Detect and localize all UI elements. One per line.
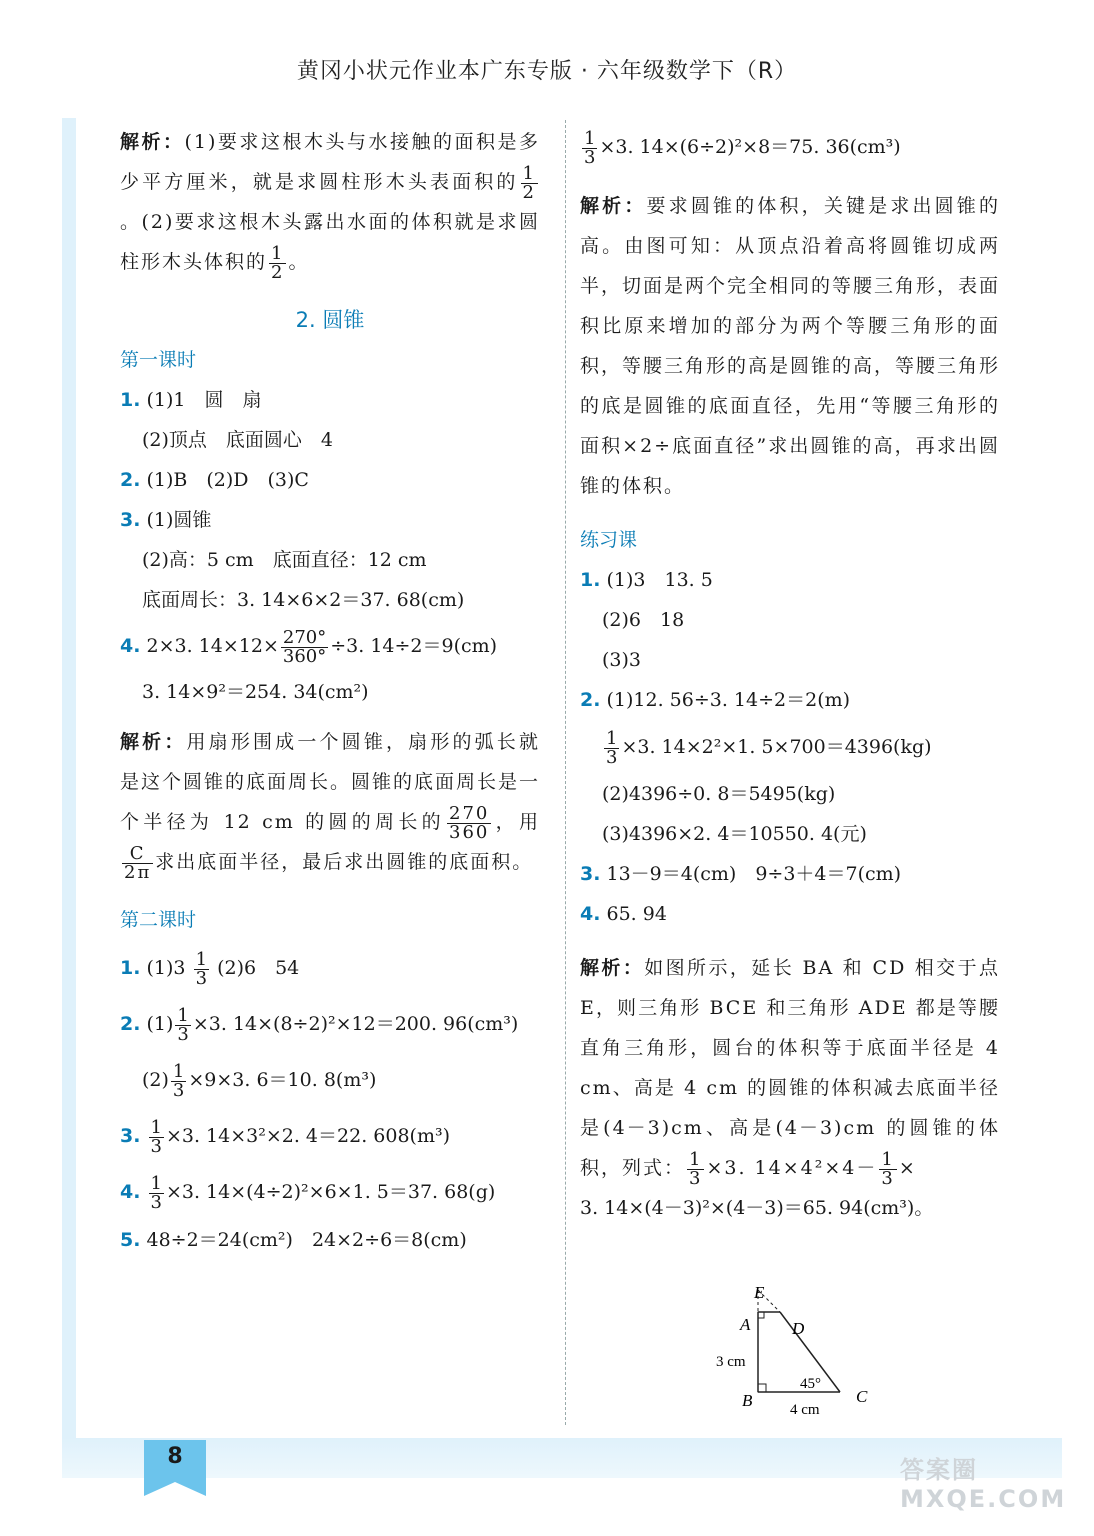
fraction: $\frac{270^\circ}{360^\circ}$ <box>282 626 327 667</box>
answer-line: 1. (1)3 $\frac{1}{3}$ (2)6 54 <box>120 948 300 989</box>
fraction: $\frac{1}{2}$ <box>271 242 285 283</box>
analysis-paragraph: 解析：要求圆锥的体积，关键是求出圆锥的高。由图可知：从顶点沿着高将圆锥切成两半，切面是两个完全相同的等腰三角形，表面积比原来增加的部分为两个等腰三角形的面积，等腰三角形的高是圆锥的高，等腰三角形的底是圆锥的底面直径，先用“等腰三角形的面积×2÷底面直径”求出圆锥的高，再求出圆锥的体积。 <box>580 195 1001 497</box>
answer-line: (2)6 18 <box>602 609 685 631</box>
column-divider <box>565 120 566 1425</box>
answer-line: (2)4396÷0. 8＝5495(kg) <box>602 783 836 805</box>
answer-line: 5. 48÷2＝24(cm²) 24×2÷6＝8(cm) <box>120 1229 467 1251</box>
label-base: 4 cm <box>790 1402 820 1418</box>
label-a: A <box>740 1315 751 1334</box>
label-angle: 45° <box>800 1376 821 1392</box>
answer-line: 2. (1)B (2)D (3)C <box>120 469 309 491</box>
fraction: $\frac{1}{3}$ <box>881 1148 895 1189</box>
answer-line: 3. 14×9²＝254. 34(cm²) <box>142 681 369 703</box>
answer-line: $\frac{1}{3}$ ×3. 14×(6÷2)²×8＝75. 36(cm³) <box>584 127 901 168</box>
analysis-paragraph: 解析：如图所示，延长 BA 和 CD 相交于点 E，则三角形 BCE 和三角形 ADE 都是等腰直角三角形，圆台的体积等于底面半径是 4 cm、高是 4 cm 的圆锥的体积减去底面半径是(4－3)cm、高是(4－3)cm 的圆锥的体积，列式： $\frac{1}{3}$ ×3. 14×4²×4－ $\frac{1}{3}$ × <box>580 957 1000 1189</box>
answer-line: 4. $\frac{1}{3}$ ×3. 14×(4÷2)²×6×1. 5＝37. 68(g) <box>120 1172 496 1213</box>
watermark: 答案圈 MXQE.COM <box>900 1456 1067 1513</box>
answer-line: 3. $\frac{1}{3}$ ×3. 14×3²×2. 4＝22. 608(m³) <box>120 1116 450 1157</box>
label-e: E <box>754 1283 765 1302</box>
answer-line: 底面周长：3. 14×6×2＝37. 68(cm) <box>142 589 465 611</box>
answer-line: 4. 65. 94 <box>580 903 667 925</box>
answer-line: 4. 2×3. 14×12× $\frac{270^\circ}{360^\circ}$ ÷3. 14÷2＝9(cm) <box>120 626 498 667</box>
answer-line: (2)高：5 cm 底面直径：12 cm <box>142 549 427 571</box>
analysis-paragraph: 解析：(1)要求这根木头与水接触的面积是多少平方厘米，就是求圆柱形木头表面积的 $\frac{1}{2}$ 。(2)要求这根木头露出水面的体积就是求圆柱形木头体积的 $\frac{1}{2}$ 。 <box>120 131 540 283</box>
answer-line: 2. (1) $\frac{1}{3}$ ×3. 14×(8÷2)²×12＝200. 96(cm³) <box>120 1004 519 1045</box>
page-header: 黄冈小状元作业本广东专版 · 六年级数学下（R） <box>296 59 798 84</box>
analysis-text: 。(2)要求这根木头露出水面的体积就是求圆柱形木头体积的 <box>120 211 540 273</box>
fraction: $\frac{1}{3}$ <box>584 127 596 168</box>
right-angle-b <box>758 1384 766 1392</box>
answer-line: (2) $\frac{1}{3}$ ×9×3. 6＝10. 8(m³) <box>142 1060 377 1101</box>
answer-line: 3. (1)圆锥 <box>120 509 212 531</box>
fraction: $\frac{1}{3}$ <box>177 1004 189 1045</box>
fraction: $\frac{1}{3}$ <box>195 948 208 989</box>
answer-line: 3. 14×(4－3)²×(4－3)＝65. 94(cm³)。 <box>580 1197 934 1219</box>
trapezoid-figure <box>700 1282 900 1422</box>
answer-line: (3)3 <box>602 649 642 671</box>
analysis-text: (1)要求这根木头与水接触的面积是多少平方厘米，就是求圆柱形木头表面积的 <box>120 131 540 193</box>
page-number: 8 <box>167 1444 183 1469</box>
answer-line: 2. (1)12. 56÷3. 14÷2＝2(m) <box>580 689 851 711</box>
left-column <box>120 122 540 1260</box>
fraction: $\frac{C}{2\pi}$ <box>124 842 152 883</box>
fraction: $\frac{1}{3}$ <box>689 1148 703 1189</box>
lesson-title: 第二课时 <box>120 909 197 931</box>
right-angle-a <box>758 1312 764 1318</box>
analysis-label: 解析： <box>120 131 185 153</box>
label-b: B <box>742 1391 753 1410</box>
fraction: $\frac{270}{360}$ <box>449 802 490 843</box>
answer-line: $\frac{1}{3}$ ×3. 14×2²×1. 5×700＝4396(kg) <box>606 727 932 768</box>
answer-line: (3)4396×2. 4＝10550. 4(元) <box>602 823 867 845</box>
answer-line: 1. (1)3 13. 5 <box>580 569 713 591</box>
answer-line: 1. (1)1 圆 扇 <box>120 389 262 411</box>
fraction: $\frac{1}{3}$ <box>150 1116 162 1157</box>
label-side: 3 cm <box>716 1354 746 1370</box>
fraction: $\frac{1}{2}$ <box>522 162 536 203</box>
fraction: $\frac{1}{3}$ <box>606 727 618 768</box>
analysis-paragraph: 解析：用扇形围成一个圆锥，扇形的弧长就是这个圆锥的底面周长。圆锥的底面周长是一个半径为 12 cm 的圆的周长的 $\frac{270}{360}$ ，用 $\frac{C}{2\pi}$ 求出底面半径，最后求出圆锥的底面积。 <box>120 731 541 883</box>
label-d: D <box>792 1319 805 1338</box>
lesson-title: 练习课 <box>580 529 638 551</box>
fraction: $\frac{1}{3}$ <box>150 1172 162 1213</box>
lesson-title: 第一课时 <box>120 349 197 371</box>
label-c: C <box>856 1387 868 1406</box>
section-title: 2. 圆锥 <box>295 308 365 332</box>
answer-line: (2)顶点 底面圆心 4 <box>142 429 334 451</box>
right-column <box>580 122 1000 1228</box>
fraction: $\frac{1}{3}$ <box>172 1060 185 1101</box>
answer-line: 3. 13－9＝4(cm) 9÷3＋4＝7(cm) <box>580 863 902 885</box>
